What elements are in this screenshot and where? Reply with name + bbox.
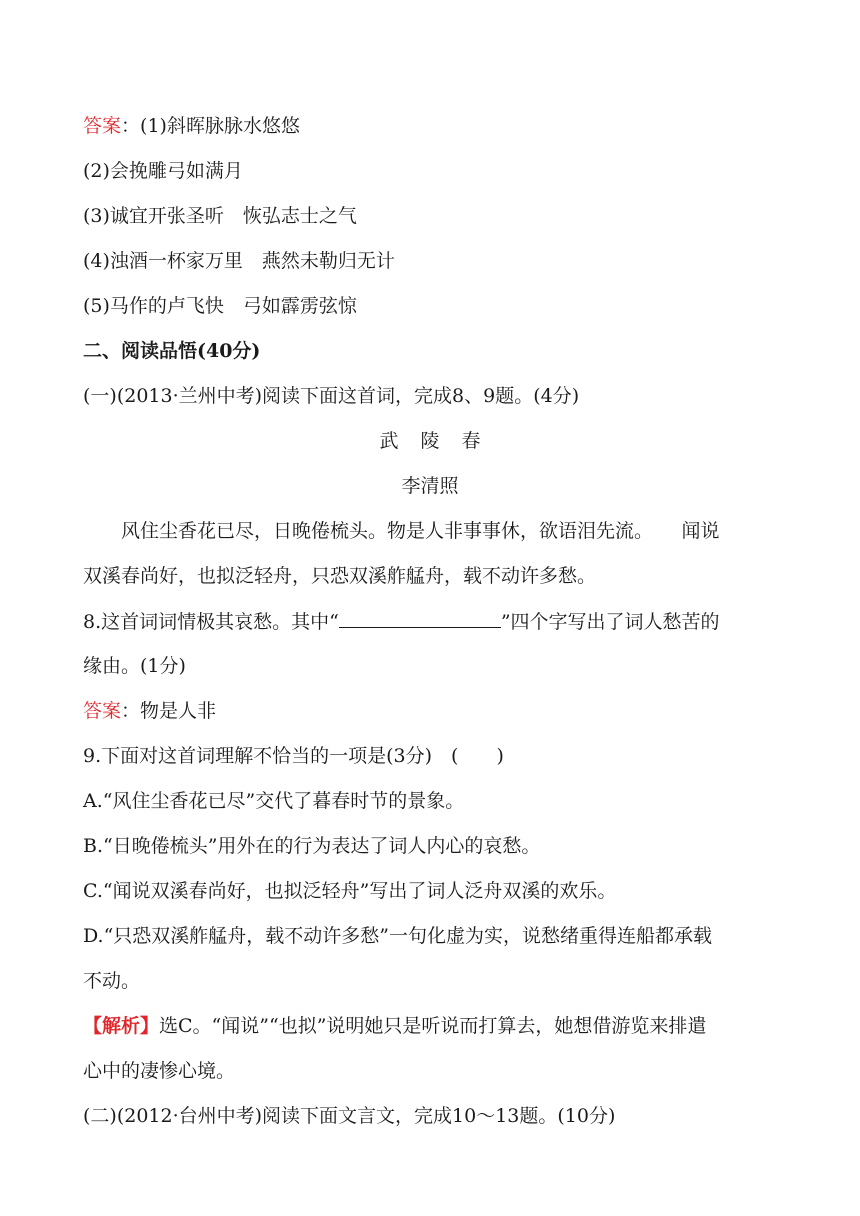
q9-option-d: D.“只恐双溪舴艋舟，载不动许多愁”一句化虚为实，说愁绪重得连船都承载 [83, 925, 713, 947]
answer-line-1 [83, 114, 300, 138]
part2-intro: (二)(2012·台州中考)阅读下面文言文，完成10～13题。(10分) [83, 1105, 616, 1127]
answer-line-2: (2)会挽雕弓如满月 [83, 160, 243, 182]
q9-analysis-line-2: 心中的凄惨心境。 [83, 1060, 236, 1082]
poem-line-1: 风住尘香花已尽，日晚倦梳头。物是人非事事休，欲语泪先流。 闻说 [121, 520, 720, 542]
q9-analysis [83, 1014, 706, 1038]
question-8-line-2: 缘由。(1分) [83, 655, 186, 677]
q8-answer-label: 答案 [83, 700, 122, 722]
q9-option-c: C.“闻说双溪春尚好，也拟泛轻舟”写出了词人泛舟双溪的欢乐。 [83, 880, 617, 902]
answer-colon: ： [121, 115, 141, 137]
q9-option-b: B.“日晚倦梳头”用外在的行为表达了词人内心的哀愁。 [83, 835, 541, 857]
poem-author: 李清照 [401, 475, 459, 497]
q8-text-after: ”四个字写出了词人愁苦的 [500, 611, 720, 633]
q8-answer-colon: ： [121, 700, 141, 722]
answer-text: (1)斜晖脉脉水悠悠 [140, 115, 300, 137]
answer-line-5: (5)马作的卢飞快 弓如霹雳弦惊 [83, 295, 357, 317]
answer-label: 答案 [83, 115, 122, 137]
q9-option-a: A.“风住尘香花已尽”交代了暮春时节的景象。 [83, 790, 465, 812]
q8-text-before: 8.这首词词情极其哀愁。其中“ [83, 611, 339, 633]
q8-answer-text: 物是人非 [140, 700, 217, 722]
part1-intro: (一)(2013·兰州中考)阅读下面这首词，完成8、9题。(4分) [83, 385, 580, 407]
analysis-text: 选C。“闻说”“也拟”说明她只是听说而打算去，她想借游览来排遣 [159, 1015, 707, 1037]
poem-line-2: 双溪春尚好，也拟泛轻舟，只恐双溪舴艋舟，载不动许多愁。 [83, 565, 597, 587]
q8-answer-blank[interactable] [339, 609, 501, 628]
q9-option-d-line-2: 不动。 [83, 970, 141, 992]
section-heading: 二、阅读品悟(40分) [83, 340, 261, 362]
poem-title [0, 429, 860, 453]
answer-line-4: (4)浊酒一杯家万里 燕然未勒归无计 [83, 250, 395, 272]
poem-title-text: 武陵春 [379, 430, 503, 452]
q8-answer [83, 699, 216, 723]
question-8 [83, 609, 720, 634]
answer-line-3: (3)诚宜开张圣听 恢弘志士之气 [83, 205, 357, 227]
question-9: 9.下面对这首词理解不恰当的一项是(3分) ( ) [83, 745, 504, 767]
analysis-label: 【解析】 [83, 1015, 160, 1037]
